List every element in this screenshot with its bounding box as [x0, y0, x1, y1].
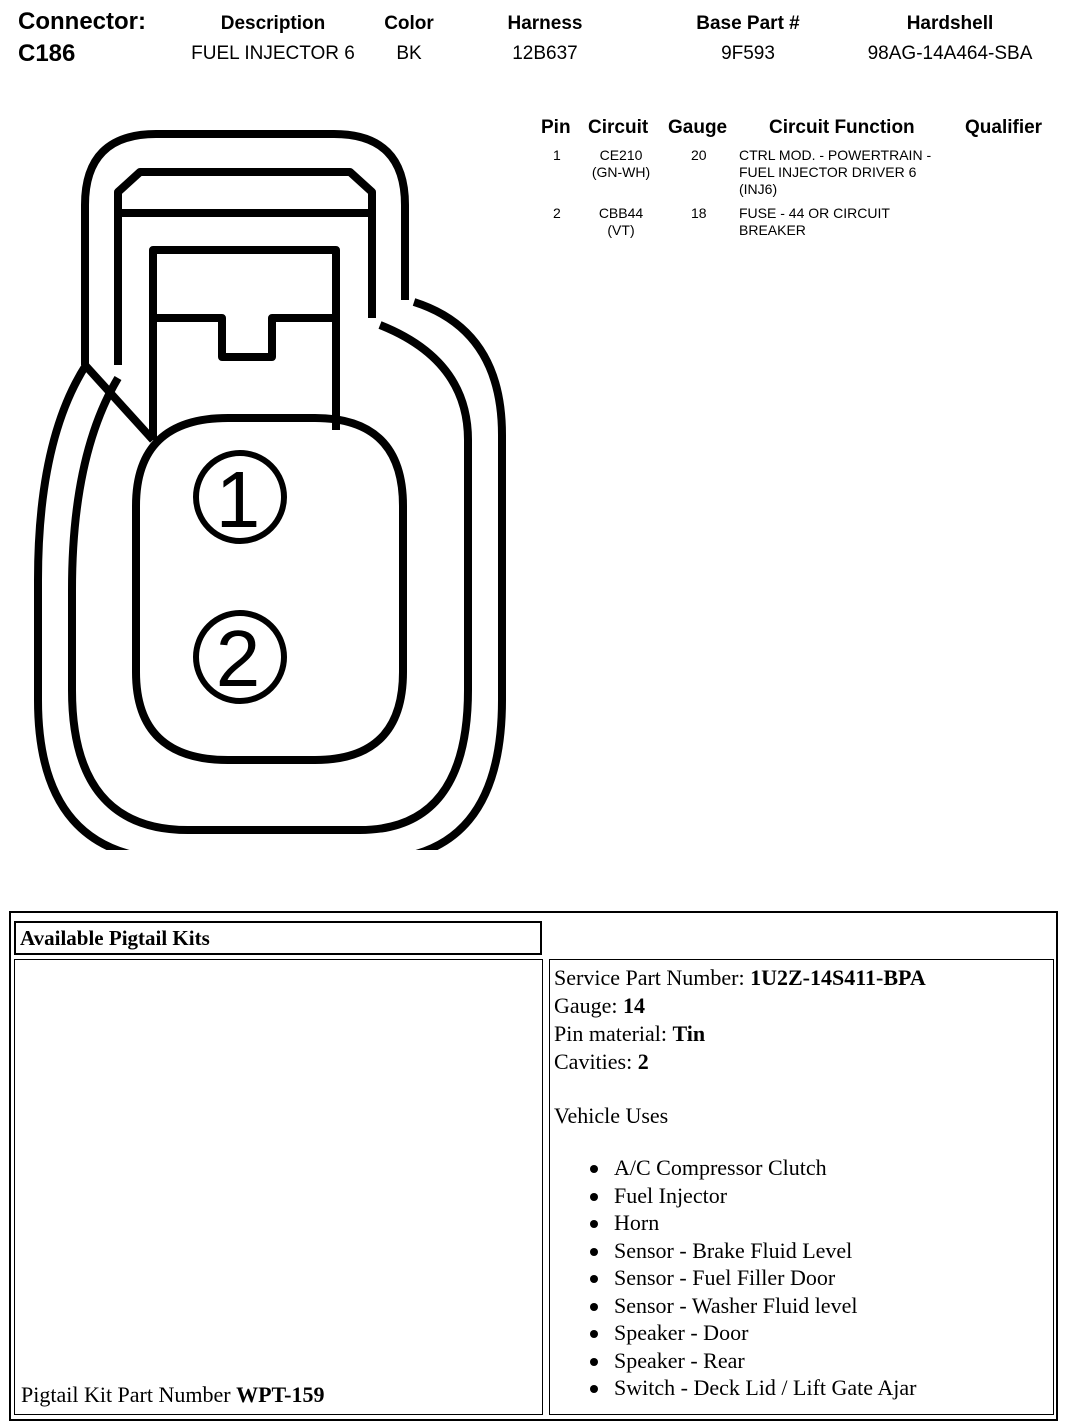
lock-window: [153, 250, 336, 440]
connector-label: Connector:: [18, 8, 146, 35]
lock-tab: [155, 318, 336, 357]
pigtail-kit-part-number: [21, 1382, 325, 1408]
vehicle-uses-heading: Vehicle Uses: [554, 1103, 669, 1128]
cavities-value: 2: [637, 1049, 649, 1074]
cavities-label: Cavities:: [554, 1049, 638, 1074]
hardshell-heading: Hardshell: [906, 13, 994, 34]
list-item: Horn: [614, 1209, 1053, 1237]
list-item: Sensor - Washer Fluid level: [614, 1292, 1053, 1320]
row2-circuit-color: (VT): [607, 222, 635, 238]
qualifier-header: Qualifier: [965, 117, 1043, 138]
color-heading: Color: [384, 13, 434, 34]
pigtail-details: [549, 959, 1054, 1415]
list-item: Sensor - Fuel Filler Door: [614, 1264, 1053, 1292]
description-heading: Description: [220, 13, 326, 34]
list-item: Switch - Deck Lid / Lift Gate Ajar: [614, 1374, 1053, 1402]
pin-material-line: [554, 1020, 1053, 1048]
row2-gauge: 18: [691, 205, 707, 221]
list-item: Sensor - Brake Fluid Level: [614, 1237, 1053, 1265]
row2-function-line2: BREAKER: [739, 222, 806, 238]
pigtail-kits-panel: [9, 911, 1058, 1421]
base-part-value: 9F593: [721, 43, 775, 64]
row1-function-line3: (INJ6): [739, 181, 778, 197]
service-part-line: [554, 964, 1053, 992]
row2-function-line1: FUSE - 44 OR CIRCUIT: [739, 205, 890, 221]
pigtail-kits-title: Available Pigtail Kits: [14, 921, 542, 955]
list-item: Speaker - Door: [614, 1319, 1053, 1347]
kit-label: Pigtail Kit Part Number: [21, 1382, 237, 1407]
harness-column: [485, 13, 605, 65]
pin-cavity: [136, 418, 403, 760]
connector-id: C186: [18, 40, 76, 67]
harness-value: 12B637: [512, 43, 578, 64]
row2-pin: 2: [553, 205, 561, 221]
pin-2-label: 2: [215, 614, 261, 703]
hardshell-value: 98AG-14A464-SBA: [867, 43, 1033, 64]
color-column: [369, 13, 449, 65]
service-part-value: 1U2Z-14S411-BPA: [750, 965, 926, 990]
pin-material-value: Tin: [672, 1021, 706, 1046]
list-item: A/C Compressor Clutch: [614, 1154, 1053, 1182]
connector-face-drawing: [0, 110, 530, 850]
inner-shell: [72, 325, 468, 830]
pin-material-label: Pin material:: [554, 1021, 673, 1046]
description-column: [168, 13, 378, 65]
cavities-line: [554, 1048, 1053, 1076]
circuit-function-header: Circuit Function: [769, 117, 915, 138]
base-part-heading: Base Part #: [696, 13, 800, 34]
base-part-column: [678, 13, 818, 65]
gauge-label: Gauge:: [554, 993, 624, 1018]
row1-circuit-color: (GN-WH): [591, 164, 651, 180]
service-part-label: Service Part Number:: [554, 965, 751, 990]
gauge-value: 14: [623, 993, 646, 1018]
row1-gauge: 20: [691, 147, 707, 163]
row1-circuit: CE210: [599, 147, 643, 163]
pigtail-image-area: [14, 959, 543, 1415]
kit-number: WPT-159: [236, 1382, 325, 1407]
gauge-line: [554, 992, 1053, 1020]
harness-heading: Harness: [507, 13, 583, 34]
row1-pin: 1: [553, 147, 561, 163]
circuit-header: Circuit: [588, 117, 649, 138]
list-item: Fuel Injector: [614, 1182, 1053, 1210]
description-value: FUEL INJECTOR 6: [191, 43, 355, 64]
row1-function-line2: FUEL INJECTOR DRIVER 6: [739, 164, 917, 180]
row2-circuit: CBB44: [598, 205, 644, 221]
color-value: BK: [396, 43, 422, 64]
list-item: Speaker - Rear: [614, 1347, 1053, 1375]
vehicle-uses-list: [554, 1154, 1053, 1402]
pin-1-label: 1: [215, 455, 261, 544]
hardshell-column: [850, 13, 1050, 65]
gauge-header: Gauge: [668, 117, 728, 138]
pin-header: Pin: [541, 117, 571, 138]
row1-function-line1: CTRL MOD. - POWERTRAIN -: [739, 147, 932, 163]
